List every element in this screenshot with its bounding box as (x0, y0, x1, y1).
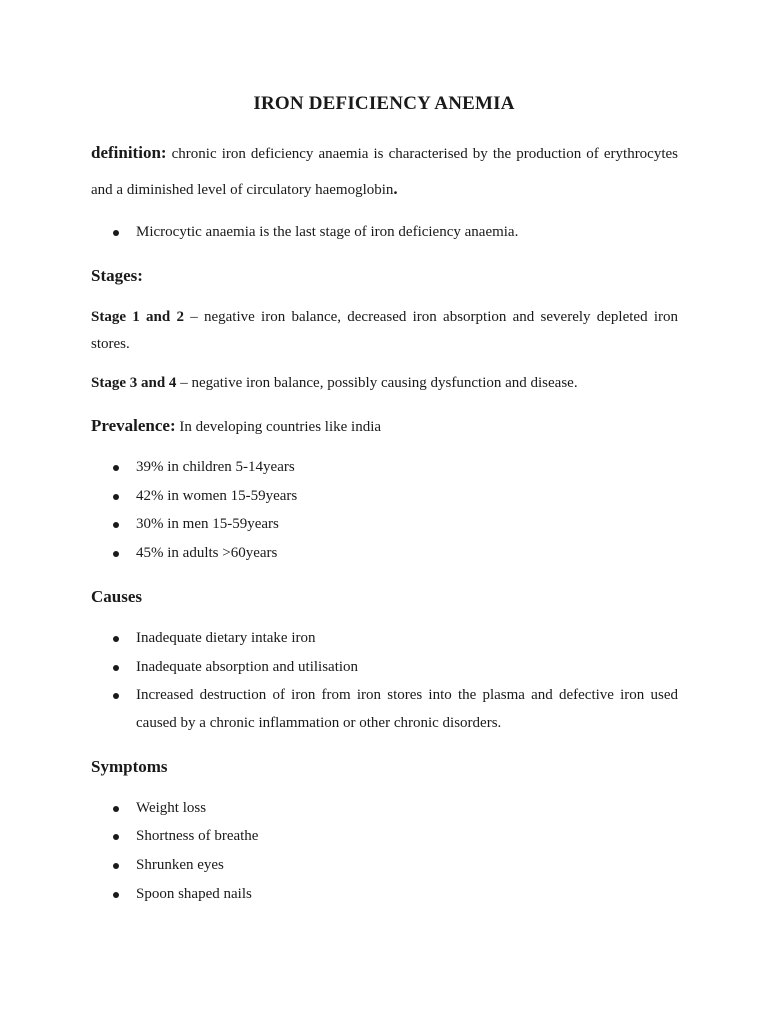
stage-3-4-text: – negative iron balance, possibly causing dysfunction and disease. (180, 375, 578, 391)
list-item: Spoon shaped nails (136, 886, 252, 902)
stage-1-2-line (91, 309, 678, 326)
list-item: Inadequate absorption and utilisation (136, 659, 359, 675)
bullet-dot (113, 230, 119, 236)
definition-text-2: and a diminished level of circulatory haemoglobin (91, 182, 394, 198)
bullet-dot (113, 834, 119, 840)
symptoms-heading: Symptoms (91, 757, 168, 776)
list-item: 39% in children 5-14years (136, 459, 295, 475)
prevalence-text: In developing countries like india (179, 419, 382, 435)
stage-3-4-label: Stage 3 and 4 (91, 375, 177, 391)
prevalence-line (91, 416, 381, 436)
list-item: 45% in adults >60years (136, 545, 278, 561)
bullet-dot (113, 892, 119, 898)
bullet-dot (113, 806, 119, 812)
bullet-dot (113, 522, 119, 528)
bullet-dot (113, 551, 119, 557)
definition-period: . (393, 179, 398, 198)
definition-line-1 (91, 143, 678, 163)
list-item: 42% in women 15-59years (136, 488, 298, 504)
stages-heading: Stages: (91, 266, 143, 285)
bullet-dot (113, 863, 119, 869)
stage-1-2-text-cont: stores. (91, 336, 130, 352)
bullet-dot (113, 636, 119, 642)
stage-1-2-text: – negative iron balance, decreased iron absorption and severely depleted iron (190, 309, 679, 325)
list-item: Inadequate dietary intake iron (136, 630, 316, 646)
bullet-dot (113, 465, 119, 471)
page-title: IRON DEFICIENCY ANEMIA (253, 93, 515, 114)
list-item: Shrunken eyes (136, 857, 224, 873)
bullet-dot (113, 665, 119, 671)
prevalence-label: Prevalence: (91, 416, 176, 435)
definition-label: definition: (91, 143, 167, 162)
bullet-dot (113, 693, 119, 699)
list-item: 30% in men 15-59years (136, 516, 279, 532)
list-item-cont: caused by a chronic inflammation or other chronic disorders. (136, 715, 502, 731)
bullet-dot (113, 494, 119, 500)
list-item: Weight loss (136, 800, 207, 816)
definition-line-2 (91, 179, 398, 199)
list-item: Increased destruction of iron from iron stores into the plasma and defective iron used (136, 687, 678, 703)
stage-1-2-label: Stage 1 and 2 (91, 309, 184, 325)
stage-3-4-line (91, 375, 578, 392)
list-item: Shortness of breathe (136, 828, 259, 844)
causes-heading: Causes (91, 587, 143, 606)
definition-text-1: chronic iron deficiency anaemia is characterised by the production of erythrocytes (171, 146, 679, 162)
intro-bullet: Microcytic anaemia is the last stage of iron deficiency anaemia. (136, 224, 519, 240)
